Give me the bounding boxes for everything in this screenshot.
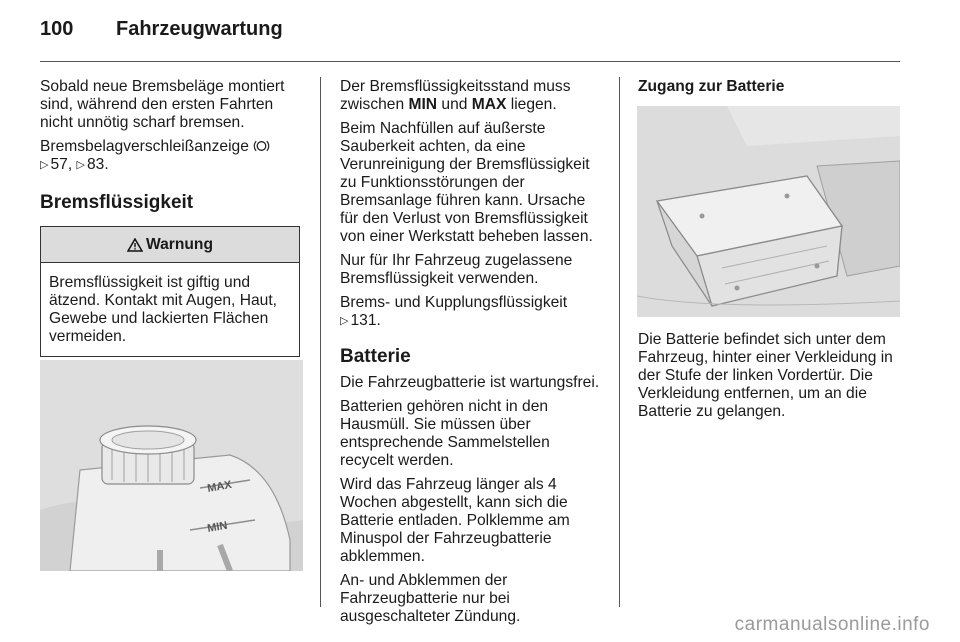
page-ref-arrow-icon: ▷ <box>40 159 49 171</box>
column-divider-1 <box>320 77 321 607</box>
header-divider <box>40 61 900 62</box>
fluid-ref: Brems- und Kupplungsflüssigkeit ▷ 131. <box>340 294 568 329</box>
page-ref[interactable]: 83. <box>86 156 109 173</box>
refill-note: Beim Nachfüllen auf äußerste Sauberkeit achten, da eine Verunreinigung der Bremsflüssigkeit zu Funktionsstörungen der Bremsanlage führen kann. Ursache für den Verlust von Bremsflüssigkeit von einer Werkstatt beheben lassen. <box>340 120 593 245</box>
battery-access-image <box>637 106 900 317</box>
brake-pad-note: Sobald neue Bremsbeläge montiert sind, während den ersten Fahrten nicht unnötig scharf bremsen. <box>40 78 285 131</box>
page-ref-arrow-icon: ▷ <box>340 315 349 327</box>
warning-body <box>41 263 299 356</box>
brake-warning-icon <box>253 139 270 153</box>
page-ref-arrow-icon: ▷ <box>76 159 85 171</box>
heading-battery: Batterie <box>340 346 411 367</box>
approved-fluid-note: Nur für Ihr Fahrzeug zugelassene Bremsflüssigkeit verwenden. <box>340 252 573 287</box>
battery-disconnect-note: An- und Abklemmen der Fahrzeugbatterie nur bei ausgeschalteter Zündung. <box>340 572 521 625</box>
battery-disposal-note: Batterien gehören nicht in den Hausmüll. Sie müssen über entsprechende Sammelstellen recycelt werden. <box>340 398 550 469</box>
min-label: MIN <box>408 96 438 113</box>
battery-location-text-block <box>638 331 902 427</box>
column-2 <box>340 78 602 632</box>
fluid-level-note: Der Bremsflüssigkeitsstand muss zwischen MIN und MAX liegen. <box>340 78 571 113</box>
page-ref[interactable]: 131. <box>350 312 381 329</box>
warning-box <box>40 226 300 357</box>
watermark: carmanualsonline.info <box>734 614 930 635</box>
battery-storage-note: Wird das Fahrzeug länger als 4 Wochen abgestellt, kann sich die Batterie entladen. Polklemme am Minuspol der Fahrzeugbatterie abklemmen. <box>340 476 570 565</box>
wear-indicator-ref: Bremsbelagverschleißanzeige ▷ 57, ▷ 83. <box>40 138 304 174</box>
brake-fluid-reservoir-image <box>40 360 303 571</box>
page-ref[interactable]: 57, <box>50 156 73 173</box>
heading-battery-access: Zugang zur Batterie <box>638 78 785 95</box>
min-mark-label: MIN <box>206 519 229 535</box>
heading-brake-fluid: Bremsflüssigkeit <box>40 192 194 213</box>
page-title: Fahrzeugwartung <box>116 18 283 40</box>
warning-title: Warnung <box>146 235 213 253</box>
column-1 <box>40 78 304 357</box>
max-label: MAX <box>471 96 507 113</box>
max-mark-label: MAX <box>206 478 233 495</box>
page-number: 100 <box>40 18 74 40</box>
column-divider-2 <box>619 77 620 607</box>
battery-location-note: Die Batterie befindet sich unter dem Fahrzeug, hinter einer Verkleidung in der Stufe der linken Vordertür. Die Verkleidung entfernen, um an die Batterie zu gelangen. <box>638 331 893 420</box>
column-3 <box>638 78 902 108</box>
battery-maintenance-note: Die Fahrzeugbatterie ist wartungsfrei. <box>340 374 600 391</box>
warning-text: Bremsflüssigkeit ist giftig und ätzend. Kontakt mit Augen, Haut, Gewebe und lackierten Flächen vermeiden. <box>49 274 277 345</box>
warning-triangle-icon <box>127 238 143 252</box>
warning-header <box>41 227 299 263</box>
